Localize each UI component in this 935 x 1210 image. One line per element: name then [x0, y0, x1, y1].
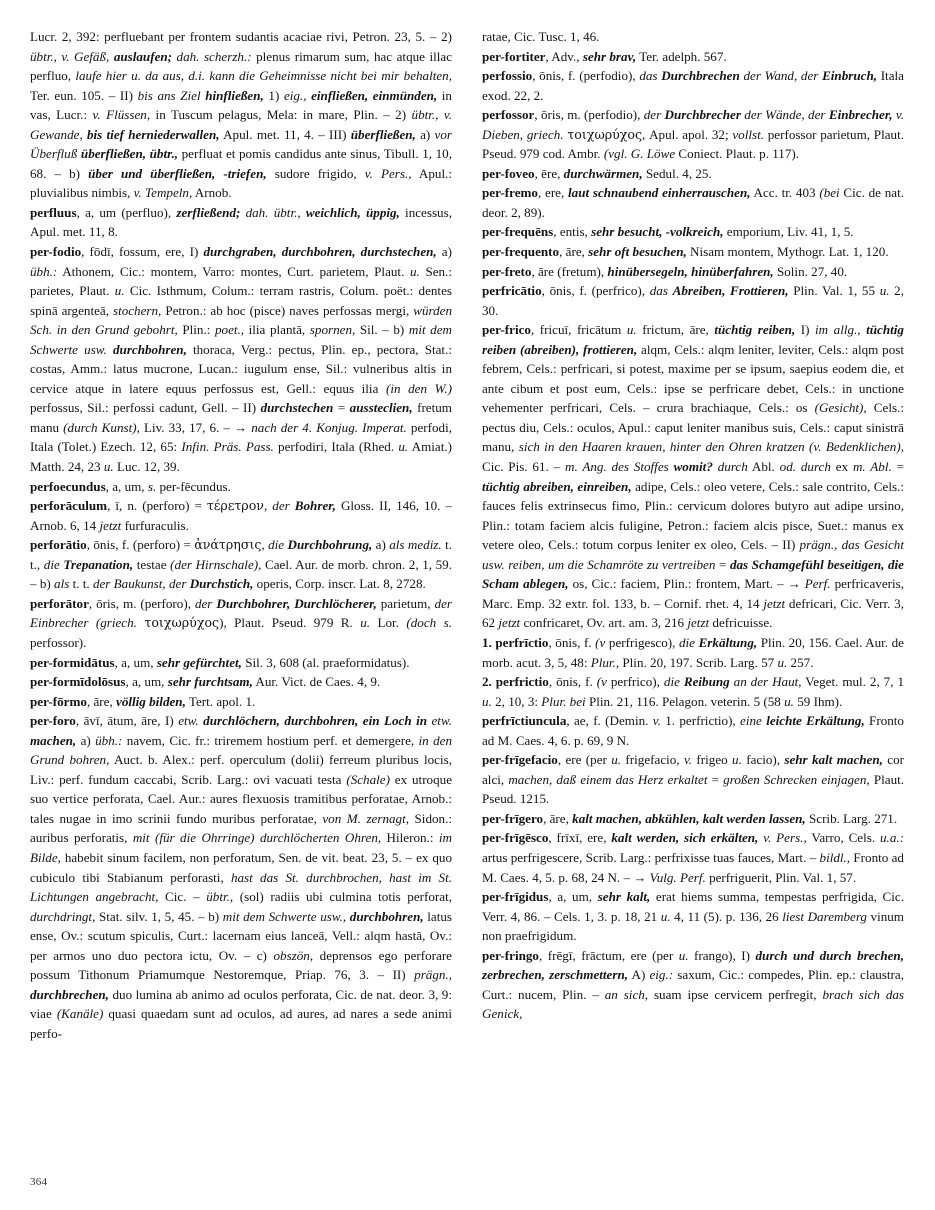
- dictionary-entry: perforātio, ōnis, f. (perforo) = ἀνάτρησις, die Durchbohrung, a) als mediz. t. t., die Trepanation, testae (der Hirnschale), Cael. Aur. de morb. chron. 2, 1, 59. – b) als t. t. der Baukunst, der Durchstich, operis, Corp. inscr. Lat. 8, 2728.: [30, 537, 452, 592]
- dictionary-entry: per-fortiter, Adv., sehr brav, Ter. adelph. 567.: [482, 48, 727, 64]
- dictionary-entry: per-freto, āre (fretum), hinübersegeln, hinüberfahren, Solin. 27, 40.: [482, 263, 848, 279]
- dictionary-entry: per-formidātus, a, um, sehr gefürchtet, Sil. 3, 608 (al. praeformidatus).: [30, 654, 410, 670]
- dictionary-entry: per-fodio, fōdī, fossum, ere, I) durchgraben, durchbohren, durchstechen, a) übh.: Athonem, Cic.: montem, Varro: montes, Curt. parietem, Plaut. u. Sen.: parietes, Plaut. u. Cic. Isthmum, Colum.: terram rastris, Colum. poët.: dentes spinā argenteā, stochern, Petron.: ab hoc (pisce) naves perfossas mergi, würden Sch. in den Grund gebohrt, Plin.: poet., ilia plantā, spornen, Sil. – b) mit dem Schwerte usw. durchbohren, thoraca, Verg.: pectus, Plin. ep., pectora, Stat.: costas, Amm.: latus mucrone, Lucan.: iugulum ense, Sil.: vulneribus altis in cervice atque in latere equus perfossus est, Gell.: equus ilia (in den W.) perfossus, Sil.: perfossi cadunt, Gell. – II) durchstechen = aussteclien, fretum manu (durch Kunst), Liv. 33, 17, 6. – → nach der 4. Konjug. Imperat. perfodi, Itala (Tolet.) Ezech. 12, 65: Infin. Präs. Pass. perfodiri, Itala (Rhed. u. Amiat.) Matth. 24, 23 u. Luc. 12, 39.: [30, 244, 453, 475]
- dictionary-entry: 2. perfrictio, ōnis, f. (v perfrico), die Reibung an der Haut, Veget. mul. 2, 7, 1 u. 2, 10, 3: Plur. bei Plin. 21, 116. Pelagon. veterin. 5 (58 u. 59 Ihm).: [482, 674, 904, 709]
- dictionary-entry: per-fremo, ere, laut schnaubend einherrauschen, Acc. tr. 403 (bei Cic. de nat. deor. 2, 89).: [482, 185, 905, 220]
- dictionary-entry: per-frico, fricuī, fricātum u. frictum, āre, tüchtig reiben, I) im allg., tüchtig reiben (abreiben), frottieren, alqm, Cels.: alqm leniter, leviter, Cels.: alqm post febrem, Cels.: perfricari, si potest, maxime per se ipsum, saepius eodem die, et ante cibum et post eum, Cels.: ipse se perfricare debet, Cels.: in unctione vehementer perfricari, Cels. – crura brachiaque, Cels.: os (Gesicht), Cels.: pectus diu, Cels.: oculos, Apul.: caput leniter manibus suis, Cels.: caput sinistrā manu, sich in den Haaren krauen, hinter den Ohren kratzen (v. Bedenklichen), Cic. Pis. 61. – m. Ang. des Stoffes womit? durch Abl. od. durch ex m. Abl. = tüchtig abreiben, einreiben, adipe, Cels.: oleo vetere, Cels.: sale contrito, Cels.: fauces felis extrinsecus fimo, Plin.: cervicum dolores butyro aut adipe ursino, Plin.: totam faciem alcis fuligine, Petron.: faciem alcis pisce, Suet.: manus ex vetere oleo, Cels.: totum corpus leniter ex oleo, Cels. – II) prägn., das Gesicht usw. reiben, um die Schamröte zu vertreiben = das Schamgefühl beseitigen, die Scham ablegen, os, Cic.: faciem, Plin.: frontem, Mart. – → Perf. perfricaveris, Marc. Emp. 32 extr. fol. 133, b. – Cornif. rhet. 4, 14 jetzt defricari, Cic. Verr. 3, 62 jetzt confricaret, Ov. art. am. 3, 216 jetzt defricuisse.: [482, 322, 905, 631]
- dictionary-entry: Lucr. 2, 392: perfluebant per frontem sudantis acaciae rivi, Petron. 23, 5. – 2) übtr., v. Gefäß, auslaufen; dah. scherzh.: plenus rimarum sum, hac atque illac perfluo, laufe hier u. da aus, d.i. kann die Geheimnisse nicht bei mir behalten, Ter. eun. 105. – II) bis ans Ziel hinfließen, 1) eig., einfließen, einmünden, in vas, Lucr.: v. Flüssen, in Tuscum pelagus, Mela: in mare, Plin. – 2) übtr., v. Gewande, bis tief herniederwallen, Apul. met. 11, 4. – III) überfließen, a) vor Überfluß überfließen, übtr., perfluat et pomis candidus ante sinus, Tibull. 1, 10, 68. – b) über und überfließen, -triefen, sudore frigido, v. Pers., Apul.: pluvialibus nimbis, v. Tempeln, Arnob.: [30, 29, 453, 201]
- page-number: 364: [30, 1176, 48, 1188]
- dictionary-entry: perfrīctiuncula, ae, f. (Demin. v. 1. perfrictio), eine leichte Erkältung, Fronto ad M. Caes. 4, 6. p. 69, 9 N.: [482, 713, 904, 748]
- dictionary-entry: per-foro, āvī, ātum, āre, I) etw. durchlöchern, durchbohren, ein Loch in etw. machen, a) übh.: navem, Cic. fr.: triremem hostium perf. et demergere, in den Grund bohren, Auct. b. Alex.: perf. operculum (dolii) ferreum pluribus locis, Liv.: perf. fundum caccabi, Scrib. Larg.: ovi vacuati testa (Schale) ex utroque suo vertice perforata, Cael. Aur.: aures flexuosis tramitibus perforatae, Arnob.: tales nugae in imo scrinii fundo muribus perforatae, von M. zernagt, Sidon.: auribus perforatis, mit (für die Ohrringe) durchlöcherten Ohren, Hileron.: im Bilde, habebit sinum facilem, non perforatum, Sen. de vit. beat. 23, 5. – ex quo cubiculo tibi Stabianum perforasti, hast das St. durchbrochen, hast im St. Lichtungen angebracht, Cic. – übtr., (sol) radiis ubi culmina totis perforat, durchdringt, Stat. silv. 1, 5, 45. – b) mit dem Schwerte usw., durchbohren, latus ense, Ov.: scutum spiculis, Curt.: lacernam eius lanceā, Vell.: alqm hastā, Ov.: per armos uno duo pectora ictu, Ov. – c) obszön, deprensos ego perforare possum Tithonum Priamumque Nestoremque, Priap. 76, 3. – II) prägn., durchbrechen, duo lumina ab animo ad oculos perforata, Cic. de nat. deor. 3, 9: viae (Kanäle) quasi quaedam sunt ad oculos, ad aures, ad nares a sede animi perfo-: [30, 713, 453, 1041]
- dictionary-entry: perfoecundus, a, um, s. per-fēcundus.: [30, 478, 231, 494]
- dictionary-entry: per-formīdolōsus, a, um, sehr furchtsam, Aur. Vict. de Caes. 4, 9.: [30, 674, 381, 690]
- dictionary-entry: perfricātio, ōnis, f. (perfrico), das Abreiben, Frottieren, Plin. Val. 1, 55 u. 2, 30.: [482, 283, 904, 318]
- dictionary-entry: per-frequento, āre, sehr oft besuchen, Nisam montem, Mythogr. Lat. 1, 120.: [482, 244, 889, 260]
- two-column-text-body: [30, 27, 905, 1162]
- dictionary-entry: perforātor, ōris, m. (perforo), der Durchbohrer, Durchlöcherer, parietum, der Einbrecher (griech. τοιχωρύχος), Plaut. Pseud. 979 R. u. Lor. (doch s. perfossor).: [30, 595, 452, 650]
- dictionary-entry: per-fōrmo, āre, völlig bilden, Tert. apol. 1.: [30, 693, 256, 709]
- right-text-column: [482, 27, 904, 1162]
- dictionary-entry: ratae, Cic. Tusc. 1, 46.: [482, 29, 600, 44]
- dictionary-entry: perforāculum, ī, n. (perforo) = τέρετρον, der Bohrer, Gloss. II, 146, 10. – Arnob. 6, 14 jetzt furfuraculis.: [30, 498, 453, 533]
- dictionary-entry: per-frequēns, entis, sehr besucht, -volkreich, emporium, Liv. 41, 1, 5.: [482, 224, 854, 240]
- dictionary-entry: per-frīgefacio, ere (per u. frigefacio, v. frigeo u. facio), sehr kalt machen, cor alci, machen, daß einem das Herz erkaltet = großen Schrecken einjagen, Plaut. Pseud. 1215.: [482, 752, 905, 807]
- dictionary-entry: per-fringo, frēgī, frāctum, ere (per u. frango), I) durch und durch brechen, zerbrechen, zerschmettern, A) eig.: saxum, Cic.: compedes, Plin. ep.: claustra, Curt.: nucem, Plin. – an sich, suam ipse cervicem perfregit, brach sich das Genick,: [482, 947, 905, 1022]
- dictionary-entry: perfossio, ōnis, f. (perfodio), das Durchbrechen der Wand, der Einbruch, Itala exod. 22, 2.: [482, 68, 904, 103]
- dictionary-entry: per-frīgēsco, frīxī, ere, kalt werden, sich erkälten, v. Pers., Varro, Cels. u.a.: artus perfrigescere, Scrib. Larg.: perfrixisse tuas fauces, Mart. – bildl., Fronto ad M. Caes. 4, 5. p. 68, 24 N. – → Vulg. Perf. perfriguerit, Plin. Val. 1, 57.: [482, 830, 905, 885]
- dictionary-entry: 1. perfrīctio, ōnis, f. (v perfrigesco), die Erkältung, Plin. 20, 156. Cael. Aur. de morb. acut. 3, 5, 48: Plur., Plin. 20, 197. Scrib. Larg. 57 u. 257.: [482, 634, 904, 670]
- dictionary-entry: per-foveo, ēre, durchwärmen, Sedul. 4, 25.: [482, 165, 712, 181]
- dictionary-entry: per-frīgero, āre, kalt machen, abkühlen, kalt werden lassen, Scrib. Larg. 271.: [482, 810, 898, 826]
- dictionary-entry: perfossor, ōris, m. (perfodio), der Durchbrecher der Wände, der Einbrecher, v. Dieben, griech. τοιχωρύχος, Apul. apol. 32; vollst. perfossor parietum, Plaut. Pseud. 979 cod. Ambr. (vgl. G. Löwe Coniect. Plaut. p. 117).: [482, 107, 904, 162]
- dictionary-entry: perfluus, a, um (perfluo), zerfließend; dah. übtr., weichlich, üppig, incessus, Apul. met. 11, 8.: [30, 204, 452, 240]
- left-text-column: [30, 27, 452, 1162]
- dictionary-entry: per-frīgidus, a, um, sehr kalt, erat hiems summa, tempestas perfrigida, Cic. Verr. 4, 86. – Cels. 1, 3. p. 18, 21 u. 4, 11 (5). p. 136, 26 liest Daremberg vinum non praefrigidum.: [482, 889, 904, 944]
